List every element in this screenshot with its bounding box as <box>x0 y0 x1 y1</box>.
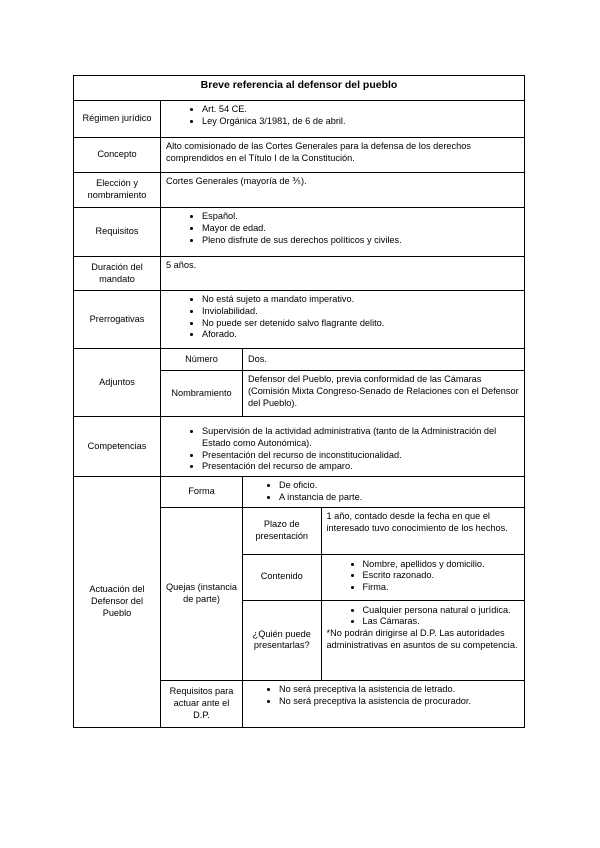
forma-label: Forma <box>161 477 243 508</box>
competencias-label: Competencias <box>74 417 161 477</box>
contenido-label: Contenido <box>243 554 321 600</box>
list-item: • Inviolabilidad. <box>202 306 519 318</box>
list-item: • Español. <box>202 211 519 223</box>
regimen-label: Régimen jurídico <box>74 101 161 138</box>
plazo-label: Plazo de presentación <box>243 508 321 554</box>
list-item: • De oficio. <box>279 480 519 492</box>
list-item: • No será preceptiva la asistencia de procurador. <box>279 696 519 708</box>
list-item: • Presentación del recurso de inconstitucionalidad. <box>202 450 519 462</box>
quien-list <box>327 605 520 629</box>
list-item: • No puede ser detenido salvo flagrante delito. <box>202 318 519 330</box>
table-title: Breve referencia al defensor del pueblo <box>74 76 525 101</box>
requisitos-list <box>166 211 519 246</box>
regimen-content <box>161 101 525 138</box>
eleccion-value: Cortes Generales (mayoría de ⅗). <box>161 173 525 208</box>
list-item: • A instancia de parte. <box>279 492 519 504</box>
prerrogativas-content <box>161 291 525 349</box>
requisitos-label: Requisitos <box>74 208 161 257</box>
list-item: • Art. 54 CE. <box>202 104 519 116</box>
list-item: • Mayor de edad. <box>202 223 519 235</box>
concepto-label: Concepto <box>74 138 161 173</box>
contenido-list <box>327 559 520 594</box>
list-item: • Las Cámaras. <box>363 616 520 628</box>
quien-note: *No podrán dirigirse al D.P. Las autoridades administrativas en asuntos de su competencia. <box>326 628 518 650</box>
competencias-list <box>166 426 519 473</box>
requisitos-content <box>161 208 525 257</box>
list-item: • Cualquier persona natural o jurídica. <box>363 605 520 617</box>
list-item: • Aforado. <box>202 329 519 341</box>
list-item: • Pleno disfrute de sus derechos políticos y civiles. <box>202 235 519 247</box>
prerrogativas-label: Prerrogativas <box>74 291 161 349</box>
prerrogativas-list <box>166 294 519 341</box>
list-item: • Supervisión de la actividad administrativa (tanto de la Administración del Estado como Autonómica). <box>202 426 519 450</box>
plazo-value: 1 año, contado desde la fecha en que el interesado tuvo conocimiento de los hechos. <box>321 508 524 554</box>
list-item: • Presentación del recurso de amparo. <box>202 461 519 473</box>
adjuntos-nombramiento-value: Defensor del Pueblo, previa conformidad de las Cámaras (Comisión Mixta Congreso-Senado de Relaciones con el Defensor del Pueblo). <box>243 371 525 417</box>
eleccion-label: Elección y nombramiento <box>74 173 161 208</box>
quejas-label: Quejas (instancia de parte) <box>161 508 243 681</box>
competencias-content <box>161 417 525 477</box>
reference-table <box>73 75 525 728</box>
quejas-subtable <box>243 508 524 680</box>
concepto-value: Alto comisionado de las Cortes Generales para la defensa de los derechos comprendidos en el Título I de la Constitución. <box>161 138 525 173</box>
adjuntos-nombramiento-label: Nombramiento <box>161 371 243 417</box>
requisitos-actuar-content <box>243 681 525 728</box>
list-item: • Ley Orgánica 3/1981, de 6 de abril. <box>202 116 519 128</box>
list-item: • Firma. <box>363 582 520 594</box>
adjuntos-label: Adjuntos <box>74 349 161 417</box>
contenido-content <box>321 554 524 600</box>
list-item: • Escrito razonado. <box>363 570 520 582</box>
adjuntos-numero-label: Número <box>161 349 243 371</box>
quejas-subtable-cell <box>243 508 525 681</box>
list-item: • No será preceptiva la asistencia de letrado. <box>279 684 519 696</box>
regimen-list <box>166 104 519 128</box>
requisitos-actuar-list <box>243 684 519 708</box>
quien-label: ¿Quién puede presentarlas? <box>243 600 321 680</box>
actuacion-label: Actuación del Defensor del Pueblo <box>74 477 161 728</box>
forma-content <box>243 477 525 508</box>
duracion-label: Duración del mandato <box>74 257 161 291</box>
quien-content <box>321 600 524 680</box>
requisitos-actuar-label: Requisitos para actuar ante el D.P. <box>161 681 243 728</box>
list-item: • No está sujeto a mandato imperativo. <box>202 294 519 306</box>
forma-list <box>243 480 519 504</box>
duracion-value: 5 años. <box>161 257 525 291</box>
list-item: • Nombre, apellidos y domicilio. <box>363 559 520 571</box>
adjuntos-numero-value: Dos. <box>243 349 525 371</box>
